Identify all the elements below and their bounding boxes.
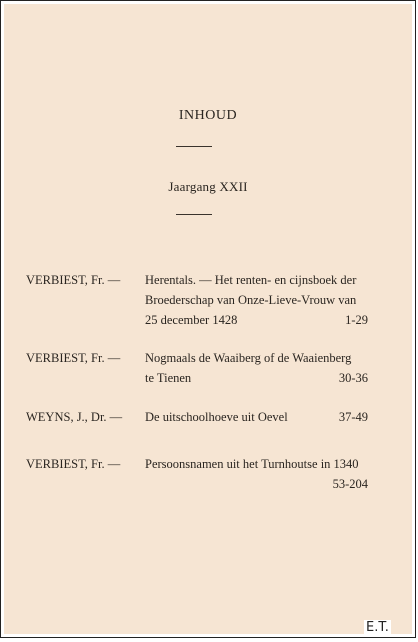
entry-pages: 53-204	[332, 477, 368, 491]
entry-author: WEYNS, J., Dr. —	[26, 410, 123, 424]
toc-entry	[26, 454, 368, 494]
contents-title: INHOUD	[178, 108, 238, 123]
toc-entry	[26, 270, 368, 330]
entry-title-line: Nogmaals de Waaiberg of de Waaienberg	[145, 351, 352, 365]
entry-author: VERBIEST, Fr. —	[26, 457, 121, 471]
subtitle-divider	[176, 214, 212, 215]
document-page	[4, 4, 412, 634]
entry-author: VERBIEST, Fr. —	[26, 273, 121, 287]
entry-title-line: Herentals. — Het renten- en cijnsboek der	[145, 273, 357, 287]
entry-pages: 1-29	[345, 313, 368, 327]
title-divider	[176, 146, 212, 147]
volume-label: Jaargang XXII	[168, 179, 248, 194]
entry-title-line: Persoonsnamen uit het Turnhoutse in 1340	[145, 457, 359, 471]
watermark: E.T.	[366, 620, 389, 635]
entry-pages: 30-36	[338, 371, 368, 385]
entry-pages: 37-49	[338, 410, 368, 424]
entry-title-line: te Tienen	[145, 371, 192, 385]
entry-title-line: Broederschap van Onze-Lieve-Vrouw van	[145, 293, 357, 307]
toc-entry	[26, 407, 368, 427]
entry-title-line: 25 december 1428	[145, 313, 238, 327]
toc-entry	[26, 348, 368, 388]
entry-title-line: De uitschoolhoeve uit Oevel	[145, 410, 288, 424]
entry-author: VERBIEST, Fr. —	[26, 351, 121, 365]
